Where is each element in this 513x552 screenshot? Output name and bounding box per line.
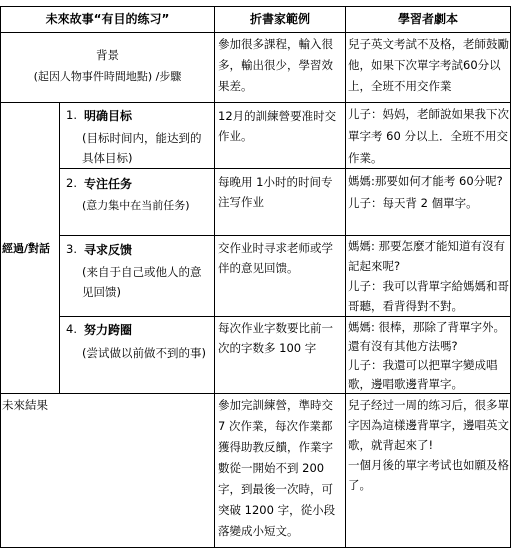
step2-example: 每晚用 1小时的时间专注写作业: [218, 175, 333, 209]
step3-script: 媽媽: 那要怎麼才能知道有沒有記起來呢? 儿子：我可以背單字給媽媽和哥哥聽，看背得對不對。: [348, 239, 509, 313]
border-top: [0, 6, 511, 7]
border-header-bottom: [0, 32, 511, 33]
border-right: [510, 6, 511, 548]
background-sublabel: (起因人物事件時間地點) /步驟: [33, 70, 182, 83]
step3-title: 寻求反馈: [84, 243, 133, 257]
step1-script: 儿子：妈妈，老師說如果我下次單字考 60 分以上．全班不用交作業。: [348, 107, 509, 165]
step4-number: 4.: [66, 322, 77, 336]
step3-desc: (来自于自己或他人的意见回馈): [82, 265, 202, 299]
border-bottom: [0, 547, 511, 548]
step3-example: 交作业时寻求老师或学伴的意见回馈。: [218, 241, 333, 275]
step4-example: 每次作业字数要比前一次的字数多 100 字: [218, 321, 333, 355]
step3-number: 3.: [66, 242, 77, 256]
background-example: 參加很多課程，輸入很多，輸出很少，學習效果差。: [218, 37, 333, 93]
step4-desc: (尝试做以前做不到的事): [82, 346, 206, 360]
step1-desc: (目标时间内，能达到的具体目标): [82, 131, 202, 165]
header-col3: 學習者劇本: [397, 12, 458, 26]
header-col2: 折書家範例: [249, 12, 310, 26]
ending-example: 參加完訓練營，準時交 7 次作業，每次作業都獲得助教反饋，作業字數從一開始不到 200字，到最後一次時，可突破 1200 字，從小段落變成小短文。: [218, 398, 336, 538]
ending-label: 未來結果: [2, 398, 48, 412]
step4-title: 努力跨圈: [84, 323, 133, 337]
background-label: 背景: [96, 48, 119, 62]
header-col1: 未來故事“有目的练习”: [45, 12, 170, 26]
ending-script: 兒子经过一周的练习后，很多單字因為這樣邊背單字，邊唱英文歌，就背起來了! 一個月後的單字考试也如願及格了。: [348, 398, 509, 492]
step2-number: 2.: [66, 176, 77, 190]
border-col3-left: [345, 6, 346, 548]
border-col2-left: [214, 6, 215, 548]
step1-title: 明确目标: [84, 109, 133, 123]
step2-script: 媽媽:那要如何才能考 60分呢? 儿子：每天背 2 個單字。: [348, 174, 503, 210]
step1-number: 1.: [66, 108, 77, 122]
step2-desc: (意力集中在当前任务): [82, 199, 190, 212]
process-label: 經過/對話: [2, 242, 51, 255]
border-step3-bottom: [59, 316, 511, 317]
step2-title: 专注任务: [84, 177, 133, 191]
step4-script: 媽媽: 很棒，那除了背單字外。還有沒有其他方法嗎? 儿子：我還可以把單字變成唱歌，邊唱歌邊背單字。: [348, 320, 506, 391]
background-script: 兒子英文考試不及格，老師鼓勵他，如果下次單字考試60分以上，全班不用交作業: [348, 37, 509, 93]
border-process-inner: [59, 102, 60, 394]
step1-example: 12月的訓練營要准时交作业。: [218, 109, 337, 143]
